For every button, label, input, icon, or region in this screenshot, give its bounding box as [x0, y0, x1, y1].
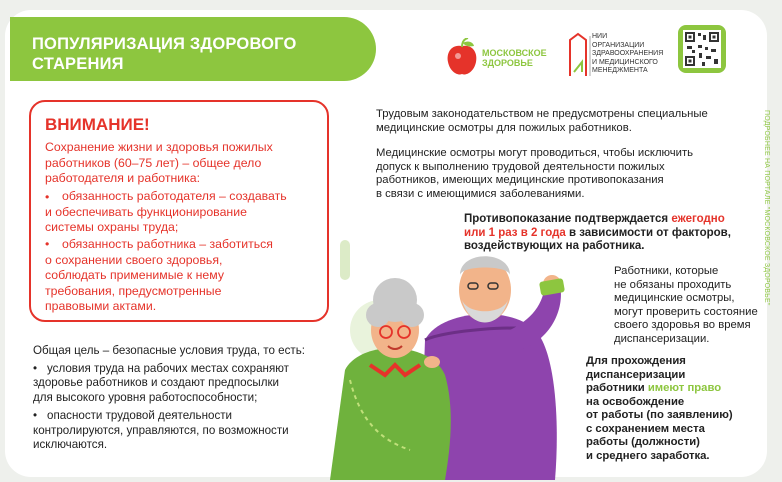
- bullet-line: опасности трудовой деятельности: [47, 409, 233, 422]
- highlight-have-right: имеют право: [647, 382, 722, 394]
- bullet-dot: •: [45, 237, 50, 251]
- bullet-line: о сохранении своего здоровья,: [45, 252, 223, 267]
- qr-code-icon[interactable]: [678, 25, 726, 73]
- highlight-every-two-years: или 1 раз в 2 года: [464, 226, 566, 239]
- text-line: [586, 382, 733, 396]
- text-line: и среднего заработка.: [586, 449, 710, 462]
- bullet-line: условия труда на рабочих местах сохраняют: [47, 361, 289, 375]
- text-line: диспансеризации: [586, 368, 686, 381]
- text-line: диспансеризации.: [614, 332, 710, 345]
- right-paragraph-1: [376, 108, 708, 135]
- attention-bullet-worker: [45, 237, 325, 315]
- goal-bullet-conditions: [33, 362, 333, 377]
- side-portal-note: ПОДРОБНЕЕ НА ПОРТАЛЕ "МОСКОВСКОЕ ЗДОРОВЬЕ": [763, 110, 770, 306]
- title-line-1: ПОПУЛЯРИЗАЦИЯ ЗДОРОВОГО: [32, 35, 297, 53]
- bullet-line: требования, предусмотренные: [45, 283, 222, 298]
- attention-intro-line: работников (60–75 лет) – общее дело: [45, 155, 262, 170]
- goal-section: [33, 344, 333, 453]
- nii-line-3: ЗДРАВООХРАНЕНИЯ: [592, 50, 664, 57]
- text-line: не обязаны проходить: [614, 278, 732, 291]
- text-line: работы (должности): [586, 436, 700, 448]
- text-line: могут проверить состояние: [614, 305, 758, 318]
- right-paragraph-2: [376, 147, 693, 201]
- right-paragraph-4: [614, 265, 758, 346]
- attention-intro: [45, 140, 325, 187]
- bullet-line: контролируются, управляются, по возможности: [33, 423, 289, 437]
- attention-bullet-employer: [45, 189, 325, 236]
- bullet-line: обязанность работника – заботиться: [62, 237, 273, 251]
- text-line: Работники, которые: [614, 265, 719, 277]
- goal-intro: Общая цель – безопасные условия труда, то есть:: [33, 344, 305, 357]
- text-span: работники: [586, 382, 648, 394]
- nii-line-2: ОРГАНИЗАЦИИ: [592, 41, 645, 49]
- bullet-dot: •: [33, 361, 38, 375]
- nii-line-5: МЕНЕДЖМЕНТА: [592, 67, 648, 74]
- bullet-line: и обеспечивать функционирование: [45, 204, 247, 219]
- nii-line-1: НИИ: [592, 33, 608, 40]
- text-span: Противопоказание подтверждается: [464, 213, 672, 225]
- text-line: медицинские осмотры для пожилых работников.: [376, 121, 632, 134]
- text-line: своего здоровья во время: [614, 319, 751, 331]
- nii-logo-text: [592, 33, 663, 76]
- text-line: Медицинские осмотры могут проводиться, чтобы исключить: [376, 147, 694, 159]
- text-line: [464, 227, 731, 241]
- text-line: [464, 213, 731, 227]
- bullet-line: исключаются.: [33, 438, 108, 451]
- attention-intro-line: работодателя и работника:: [45, 171, 201, 185]
- text-line: с сохранением места: [586, 422, 705, 435]
- goal-bullet-hazards: [33, 409, 333, 424]
- bullet-dot: •: [33, 409, 38, 422]
- contraindication-note: [464, 213, 731, 254]
- text-line: работников, имеющих медицинские противопоказания: [376, 174, 664, 186]
- highlight-annually: ежегодно: [671, 213, 725, 225]
- page-title: [32, 34, 362, 74]
- text-line: Для прохождения: [586, 355, 686, 367]
- text-line: допуск к выполнению трудовой деятельности пожилых: [376, 160, 665, 173]
- attention-intro-line: Сохранение жизни и здоровья пожилых: [45, 140, 273, 154]
- title-line-2: СТАРЕНИЯ: [32, 55, 124, 73]
- bullet-line: обязанность работодателя – создавать: [62, 189, 287, 203]
- moscow-health-logo-text: [482, 48, 547, 68]
- right-paragraph-5: [586, 355, 733, 463]
- text-line: Трудовым законодательством не предусмотрены специальные: [376, 108, 708, 120]
- bullet-line: для высокого уровня работоспособности;: [33, 390, 258, 404]
- text-line: воздействующих на работника.: [464, 240, 645, 252]
- text-line: в связи с имеющимися заболеваниями.: [376, 187, 585, 200]
- bullet-line: системы охраны труда;: [45, 220, 179, 234]
- bullet-line: соблюдать применимые к нему: [45, 268, 224, 282]
- text-line: на освобождение: [586, 395, 685, 408]
- bullet-line: правовыми актами.: [45, 299, 157, 313]
- logo-line-1: МОСКОВСКОЕ: [482, 48, 547, 58]
- attention-title: ВНИМАНИЕ!: [45, 115, 150, 134]
- text-span: в зависимости от факторов,: [565, 226, 731, 239]
- bullet-dot: •: [45, 190, 50, 204]
- nii-line-4: И МЕДИЦИНСКОГО: [592, 58, 658, 66]
- bullet-line: здоровье работников и создают предпосылки: [33, 376, 280, 389]
- text-line: медицинские осмотры,: [614, 292, 735, 304]
- text-line: от работы (по заявлению): [586, 409, 733, 421]
- logo-line-2: ЗДОРОВЬЕ: [482, 58, 533, 68]
